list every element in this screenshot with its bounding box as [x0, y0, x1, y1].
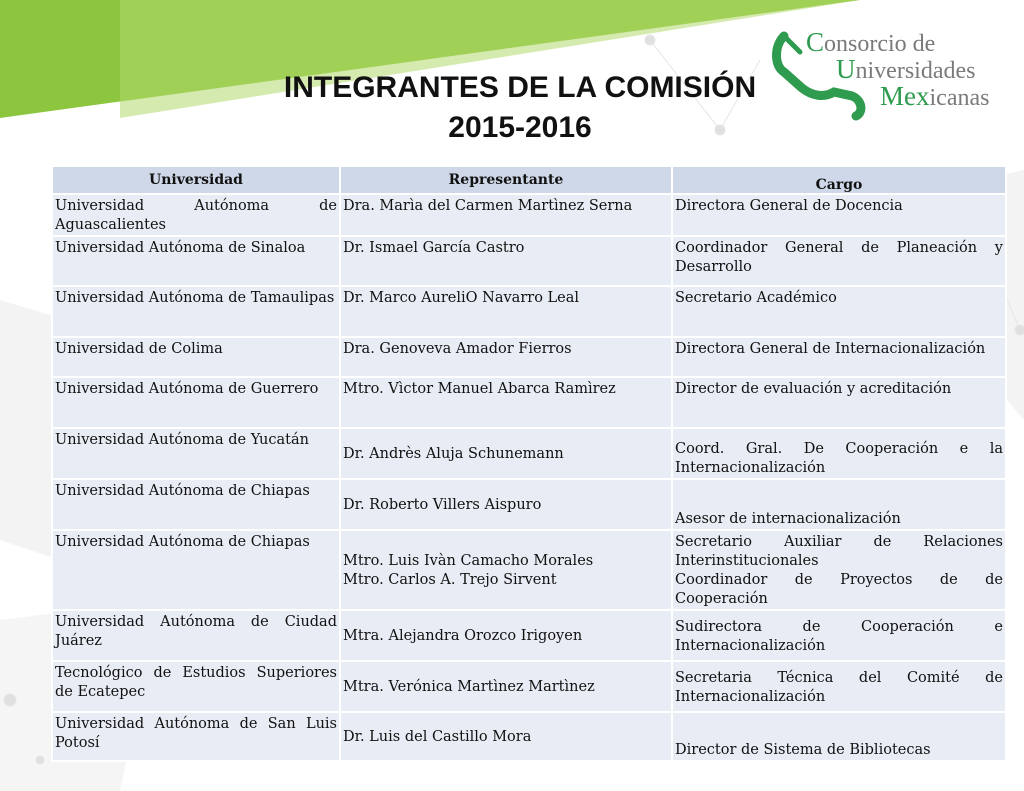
logo-cap-2: U	[836, 54, 856, 84]
header-representante: Representante	[340, 166, 672, 194]
cell-cargo: Secretario Académico	[672, 286, 1006, 337]
cell-universidad: Universidad Autónoma de Ciudad Juárez	[52, 610, 340, 661]
cell-universidad: Universidad Autónoma de Yucatán	[52, 428, 340, 479]
page-title	[220, 68, 820, 148]
cell-representante: Dr. Andrès Aluja Schunemann	[340, 428, 672, 479]
cell-universidad: Universidad Autónoma de Guerrero	[52, 377, 340, 428]
title-line-2: 2015-2016	[448, 111, 592, 144]
cell-universidad: Tecnológico de Estudios Superiores de Ecatepec	[52, 661, 340, 712]
cell-representante: Mtro. Vìctor Manuel Abarca Ramìrez	[340, 377, 672, 428]
cell-universidad: Universidad Autónoma de San Luis Potosí	[52, 712, 340, 761]
cell-cargo: Asesor de internacionalización	[672, 479, 1006, 530]
table-row	[52, 286, 1006, 337]
table-row	[52, 236, 1006, 286]
cell-universidad: Universidad Autónoma de Chiapas	[52, 479, 340, 530]
cell-cargo: Directora General de Internacionalización	[672, 337, 1006, 377]
logo-cap-1: C	[806, 27, 825, 57]
header-cargo: Cargo	[672, 166, 1006, 194]
cell-representante: Dr. Luis del Castillo Mora	[340, 712, 672, 761]
table-row	[52, 194, 1006, 236]
cell-cargo: Coordinador General de Planeación y Desarrollo	[672, 236, 1006, 286]
cell-cargo	[672, 530, 1006, 610]
cell-representante: Dr. Roberto Villers Aispuro	[340, 479, 672, 530]
table-row	[52, 377, 1006, 428]
cell-representante: Dra. Genoveva Amador Fierros	[340, 337, 672, 377]
cell-representante: Dr. Ismael García Castro	[340, 236, 672, 286]
logo-cap-3: Mex	[880, 81, 930, 111]
cell-universidad: Universidad de Colima	[52, 337, 340, 377]
logo-rest-3: icanas	[929, 85, 990, 111]
commission-table	[51, 165, 1007, 762]
table-row	[52, 530, 1006, 610]
cell-cargo: Coord. Gral. De Cooperación e la Internacionalización	[672, 428, 1006, 479]
cell-cargo: Directora General de Docencia	[672, 194, 1006, 236]
cell-cargo: Director de evaluación y acreditación	[672, 377, 1006, 428]
cell-representante: Mtra. Alejandra Orozco Irigoyen	[340, 610, 672, 661]
cargo-line: Secretario Auxiliar de Relaciones Interinstitucionales	[675, 534, 1003, 569]
cell-cargo: Director de Sistema de Bibliotecas	[672, 712, 1006, 761]
cell-universidad: Universidad Autónoma de Sinaloa	[52, 236, 340, 286]
cell-representante: Mtra. Verónica Martìnez Martìnez	[340, 661, 672, 712]
cell-representante: Dr. Marco AureliO Navarro Leal	[340, 286, 672, 337]
logo-rest-2: niversidades	[855, 58, 976, 84]
representante-line: Mtro. Carlos A. Trejo Sirvent	[343, 572, 557, 588]
title-line-1: INTEGRANTES DE LA COMISIÓN	[283, 71, 757, 104]
table-row	[52, 661, 1006, 712]
cell-cargo: Sudirectora de Cooperación e Internacionalización	[672, 610, 1006, 661]
cell-cargo: Secretaria Técnica del Comité de Internacionalización	[672, 661, 1006, 712]
representante-line: Mtro. Luis Ivàn Camacho Morales	[343, 553, 594, 569]
table-row	[52, 479, 1006, 530]
cargo-line: Coordinador de Proyectos de de Cooperación	[675, 572, 1003, 607]
cell-universidad: Universidad Autónoma de Aguascalientes	[52, 194, 340, 236]
table-row	[52, 712, 1006, 761]
consortium-logo-text	[806, 27, 990, 111]
table-row	[52, 337, 1006, 377]
header-universidad: Universidad	[52, 166, 340, 194]
cell-universidad: Universidad Autónoma de Chiapas	[52, 530, 340, 610]
cell-universidad: Universidad Autónoma de Tamaulipas	[52, 286, 340, 337]
table-row	[52, 610, 1006, 661]
table-header-row	[52, 166, 1006, 194]
logo-rest-1: onsorcio de	[824, 31, 936, 57]
cell-representante: Dra. Marìa del Carmen Martìnez Serna	[340, 194, 672, 236]
table-row	[52, 428, 1006, 479]
cell-representante	[340, 530, 672, 610]
